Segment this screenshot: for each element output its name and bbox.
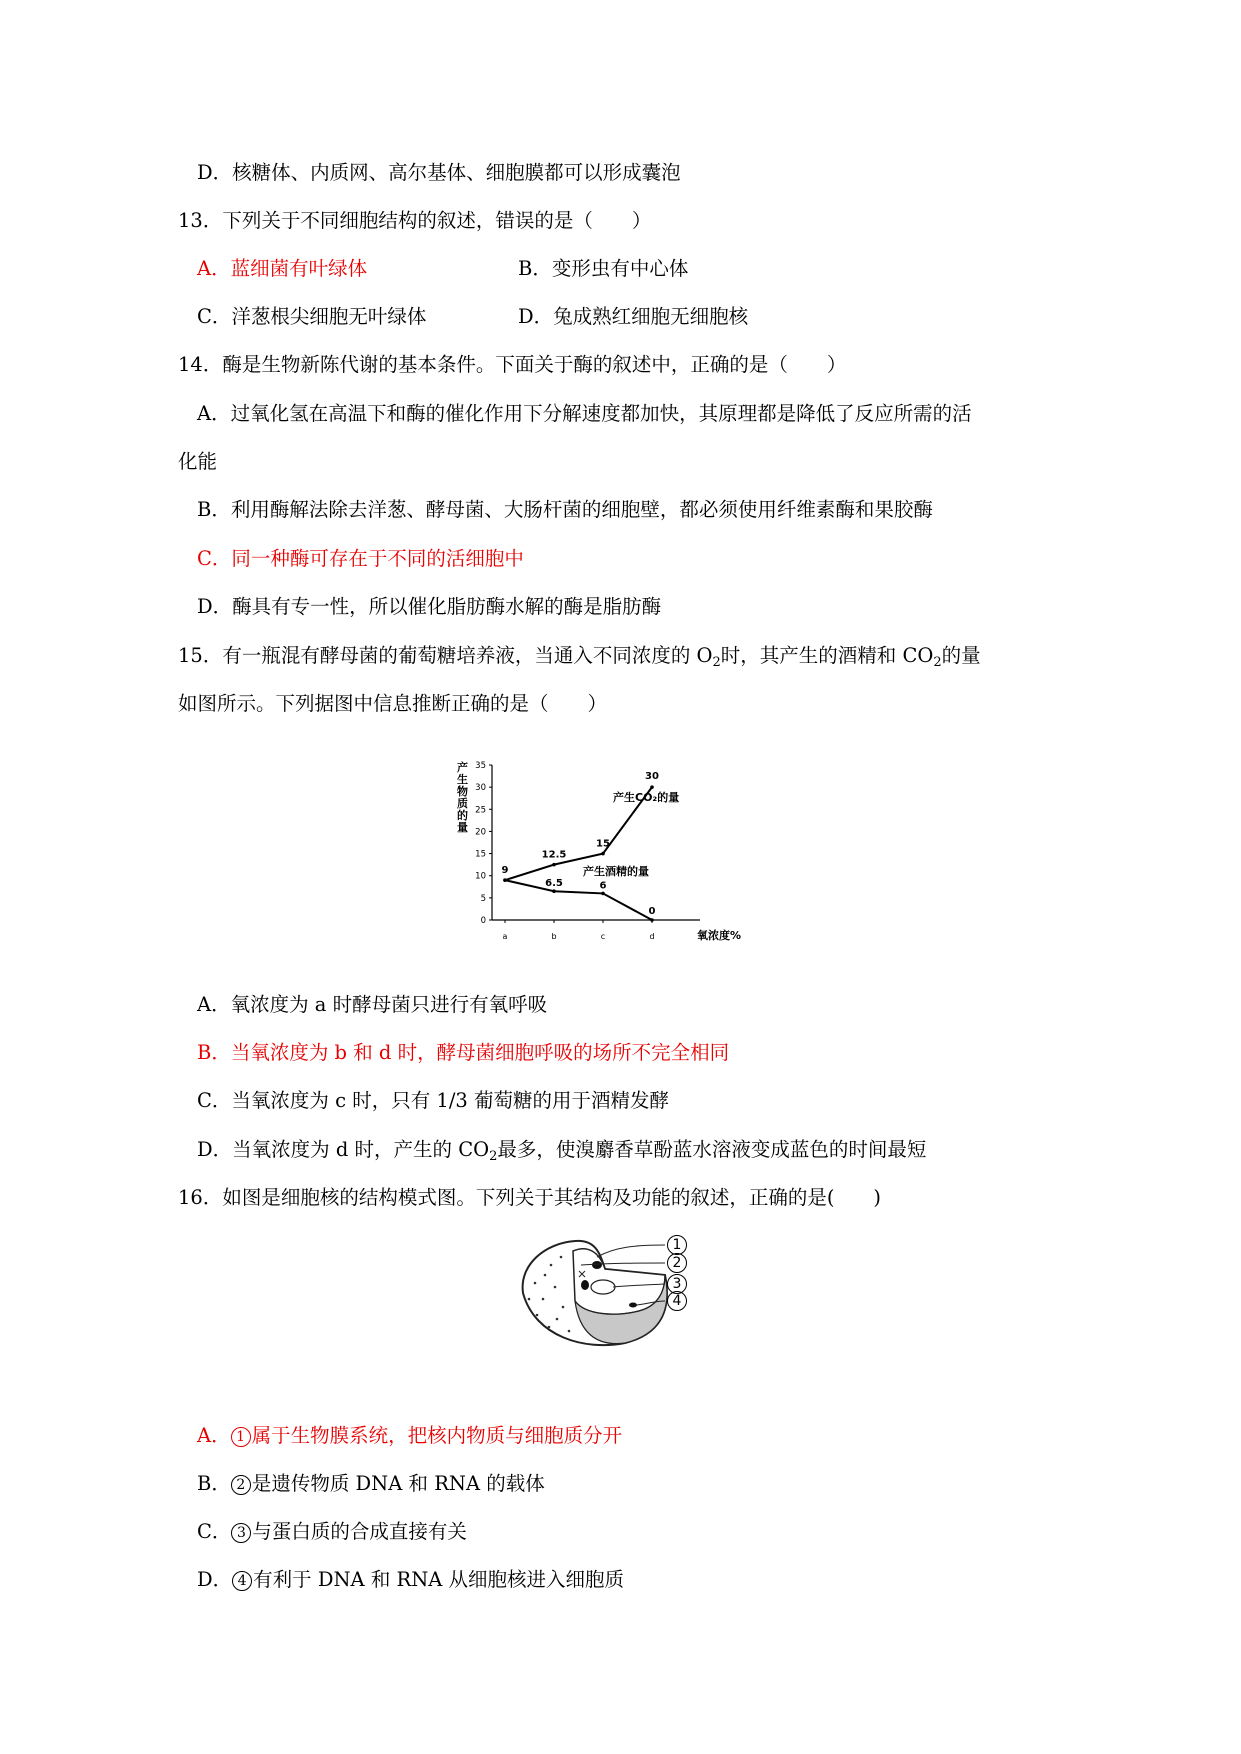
q13-option-d: D．兔成熟红细胞无细胞核 <box>518 305 749 328</box>
chart-series-name: 产生CO₂的量 <box>613 791 680 804</box>
chart-y-tick-label: 30 <box>475 783 486 794</box>
q16-stem: 16．如图是细胞核的结构模式图。下列关于其结构及功能的叙述，正确的是( ) <box>178 1186 882 1209</box>
figure-label-3: 3 <box>667 1274 687 1294</box>
chart-x-tick-label: d <box>649 932 655 941</box>
q16-option-c: C． 3 与蛋白质的合成直接有关 <box>197 1520 467 1543</box>
chart-series-name: 产生酒精的量 <box>583 865 649 878</box>
chart-x-ticks <box>503 920 655 941</box>
chart-point <box>552 889 556 893</box>
chart-x-tick-label: b <box>551 932 557 941</box>
chart-x-axis-label: 氧浓度% <box>697 929 742 942</box>
chromatin-dot <box>581 1280 589 1290</box>
chart-y-label-char: 的 <box>457 809 468 822</box>
pore-dot <box>629 1303 637 1308</box>
chart-series-line <box>505 880 652 920</box>
chart-data-label: 12.5 <box>541 849 567 861</box>
nucleolus <box>591 1280 615 1294</box>
chart-y-label-char: 产 <box>457 761 468 774</box>
circled-number: 2 <box>231 1475 251 1495</box>
q16-option-b: B． 2 是遗传物质 DNA 和 RNA 的载体 <box>197 1472 545 1495</box>
q12-option-d: D．核糖体、内质网、高尔基体、细胞膜都可以形成囊泡 <box>197 161 681 184</box>
chart-y-label-char: 生 <box>457 773 468 786</box>
q16-option-d: D． 4 有利于 DNA 和 RNA 从细胞核进入细胞质 <box>197 1568 625 1591</box>
circled-number: 3 <box>231 1523 251 1543</box>
chart-data-label: 0 <box>648 906 656 917</box>
q13-option-a: A．蓝细菌有叶绿体 <box>197 257 368 280</box>
q14-option-c: C．同一种酶可存在于不同的活细胞中 <box>197 547 524 570</box>
q14-option-a-line1: A．过氧化氢在高温下和酶的催化作用下分解速度都加快，其原理都是降低了反应所需的活 <box>197 402 972 425</box>
chart-y-tick-label: 35 <box>475 761 486 771</box>
q15-option-c: C．当氧浓度为 c 时，只有 1/3 葡萄糖的用于酒精发酵 <box>197 1089 670 1112</box>
figure-label-2: 2 <box>667 1253 687 1273</box>
q13-stem: 13．下列关于不同细胞结构的叙述，错误的是（ ） <box>178 209 652 232</box>
q14-stem: 14．酶是生物新陈代谢的基本条件。下面关于酶的叙述中，正确的是（ ） <box>178 353 847 376</box>
q15-stem-line1: 15．有一瓶混有酵母菌的葡萄糖培养液，当通入不同浓度的 $O_2$时，其产生的酒精和 $CO_2$的量 <box>178 644 981 670</box>
chart-point <box>503 878 507 882</box>
circled-number: 4 <box>232 1571 252 1591</box>
chart-point <box>552 863 556 867</box>
chart-y-label-char: 物 <box>457 785 468 798</box>
chart-y-tick-label: 0 <box>480 916 486 926</box>
chart-data-label: 15 <box>596 838 610 850</box>
chart-y-tick-label: 20 <box>475 827 486 838</box>
nucleus-diagram <box>515 1235 715 1353</box>
chart-y-axis-label <box>457 760 468 834</box>
chart-y-tick-label: 5 <box>480 893 486 904</box>
chart-y-tick-label: 10 <box>475 871 486 882</box>
q15-option-a: A．氧浓度为 a 时酵母菌只进行有氧呼吸 <box>197 993 548 1016</box>
chart-data-label: 9 <box>501 865 509 877</box>
chart-data-label: 6 <box>599 880 607 892</box>
figure-label-1: 1 <box>667 1235 687 1255</box>
chart-y-ticks <box>475 761 492 926</box>
chart-y-tick-label: 15 <box>475 849 486 860</box>
chart-data-label: 30 <box>645 771 659 783</box>
chart-point <box>650 918 654 922</box>
q14-option-d: D．酶具有专一性，所以催化脂肪酶水解的酶是脂肪酶 <box>197 595 662 618</box>
q15-option-d: D．当氧浓度为 d 时，产生的 $CO_2$最多，使溴麝香草酚蓝水溶液变成蓝色的时间最短 <box>197 1138 927 1164</box>
q15-option-b: B．当氧浓度为 b 和 d 时，酵母菌细胞呼吸的场所不完全相同 <box>197 1041 730 1064</box>
chart-x-tick-label: c <box>600 932 606 941</box>
q16-option-a: A． 1 属于生物膜系统，把核内物质与细胞质分开 <box>197 1424 623 1447</box>
chromatin-dot <box>592 1261 602 1269</box>
chart-y-tick-label: 25 <box>475 805 486 816</box>
circled-number: 1 <box>231 1427 251 1447</box>
chart-point <box>601 892 605 896</box>
chart-y-label-char: 质 <box>457 797 468 810</box>
chart-series <box>502 771 680 922</box>
chart-data-label: 6.5 <box>545 878 563 890</box>
chart-point <box>650 785 654 789</box>
q15-stem-line2: 如图所示。下列据图中信息推断正确的是（ ） <box>178 692 608 715</box>
chart-x-tick-label: a <box>502 932 508 941</box>
q13-option-c: C．洋葱根尖细胞无叶绿体 <box>197 305 427 328</box>
chart-point <box>601 852 605 856</box>
q14-option-a-line2: 化能 <box>178 450 218 473</box>
q15-chart <box>455 755 805 955</box>
chart-y-label-char: 量 <box>457 821 468 834</box>
q13-option-b: B．变形虫有中心体 <box>518 257 689 280</box>
q14-option-b: B．利用酶解法除去洋葱、酵母菌、大肠杆菌的细胞壁，都必须使用纤维素酶和果胶酶 <box>197 498 933 521</box>
figure-label-4: 4 <box>667 1291 687 1311</box>
